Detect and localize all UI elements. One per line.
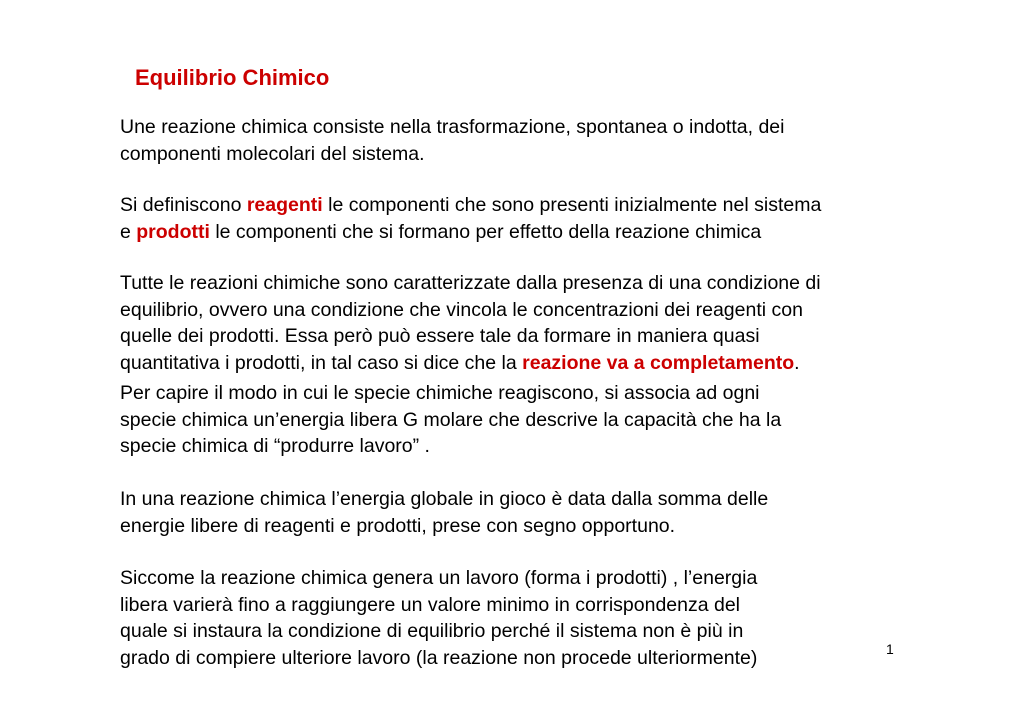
text-segment: le componenti che si formano per effetto della reazione chimica [209, 220, 762, 243]
text-line: equilibrio, ovvero una condizione che vincola le concentrazioni dei reagenti con [120, 298, 803, 321]
paragraph-minimum [120, 565, 757, 671]
highlight-reagenti: reagenti [246, 194, 323, 216]
text-segment: quantitativa i prodotti, in tal caso si dice che la [120, 351, 523, 374]
paragraph-intro [120, 114, 784, 167]
text-line: componenti molecolari del sistema. [120, 142, 425, 165]
text-line: specie chimica di “produrre lavoro” . [120, 435, 430, 457]
text-segment: e [120, 220, 137, 243]
text-segment: Si definiscono [120, 194, 247, 216]
highlight-completamento: reazione va a completamento [522, 351, 795, 374]
text-line: grado di compiere ulteriore lavoro (la reazione non procede ulteriormente) [120, 646, 758, 669]
text-line [120, 192, 821, 219]
text-line: In una reazione chimica l’energia globale in gioco è data dalla somma delle [120, 488, 769, 510]
text-segment: le componenti che sono presenti inizialmente nel sistema [322, 194, 822, 216]
text-line: specie chimica un’energia libera G molare che descrive la capacità che ha la [120, 408, 782, 431]
text-line: Une reazione chimica consiste nella trasformazione, spontanea o indotta, dei [120, 116, 785, 138]
page-number: 1 [886, 641, 894, 657]
text-line [120, 350, 821, 377]
highlight-prodotti: prodotti [136, 220, 210, 243]
text-line: quale si instaura la condizione di equilibrio perché il sistema non è più in [120, 620, 744, 642]
text-line: Siccome la reazione chimica genera un lavoro (forma i prodotti) , l’energia [120, 567, 758, 589]
text-segment: . [794, 351, 800, 374]
text-line [120, 219, 821, 246]
text-line: Per capire il modo in cui le specie chimiche reagiscono, si associa ad ogni [120, 382, 760, 404]
paragraph-equilibrium [120, 270, 821, 376]
paragraph-free-energy [120, 380, 781, 460]
text-line: quelle dei prodotti. Essa però può essere tale da formare in maniera quasi [120, 325, 760, 347]
text-line: libera varierà fino a raggiungere un valore minimo in corrispondenza del [120, 593, 741, 616]
text-line: energie libere di reagenti e prodotti, prese con segno opportuno. [120, 514, 676, 537]
paragraph-definitions [120, 192, 821, 245]
page-title: Equilibrio Chimico [135, 65, 330, 90]
text-line: Tutte le reazioni chimiche sono caratterizzate dalla presenza di una condizione di [120, 272, 821, 294]
paragraph-global-energy [120, 486, 768, 539]
